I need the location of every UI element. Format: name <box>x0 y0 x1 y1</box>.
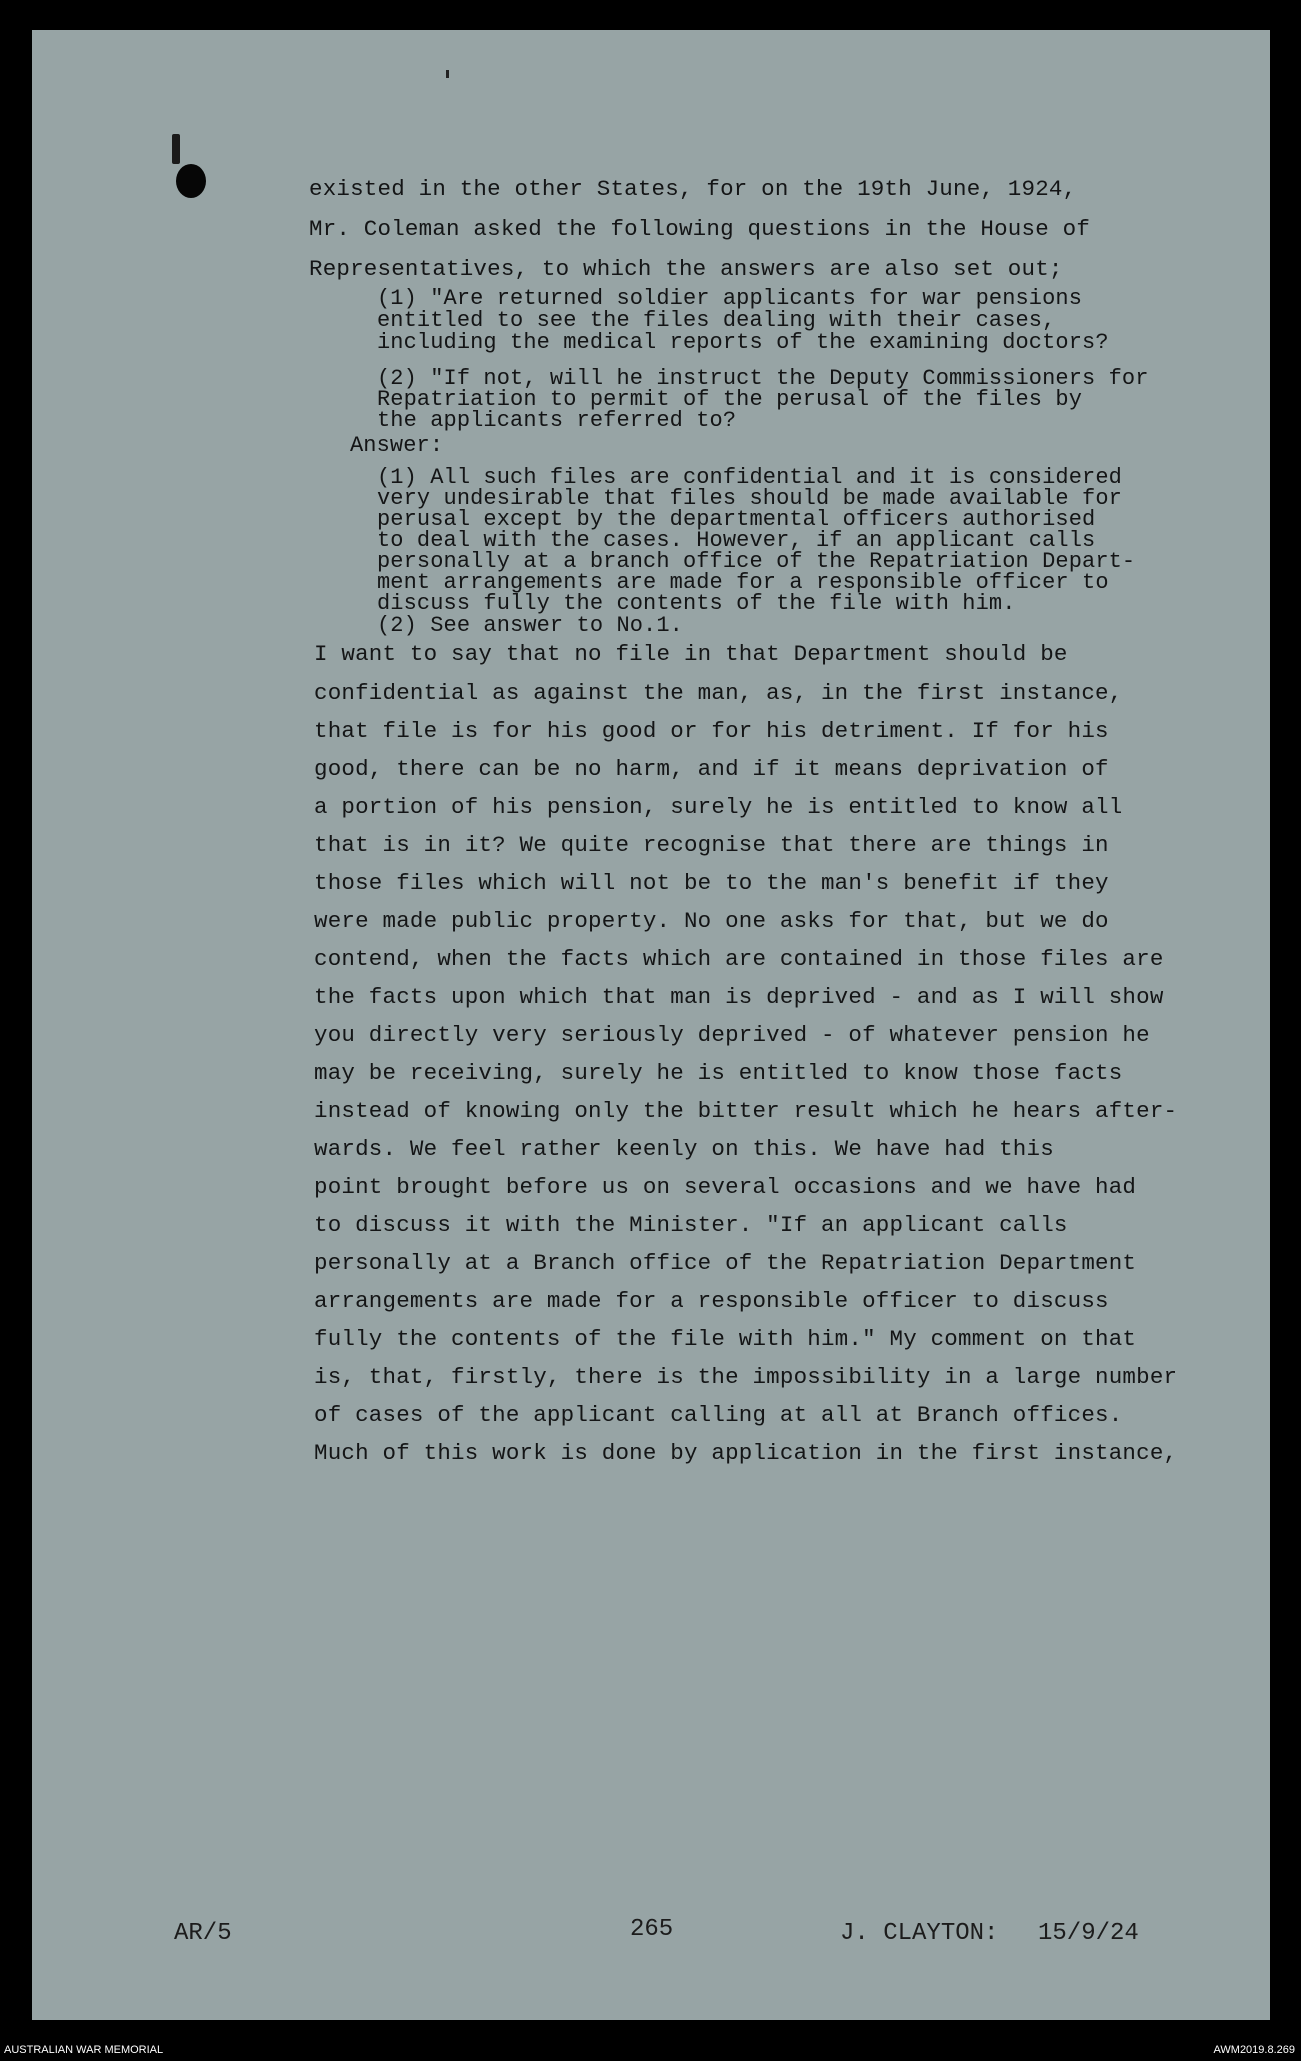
body-line: Much of this work is done by application in the first instance, <box>314 1440 1178 1466</box>
answer-line: personally at a branch office of the Repatriation Depart- <box>377 549 1136 574</box>
question-line: (1) "Are returned soldier applicants for war pensions <box>377 286 1083 311</box>
body-line: may be receiving, surely he is entitled to know those facts <box>314 1060 1123 1086</box>
page-number: 265 <box>630 1916 674 1943</box>
question-line: the applicants referred to? <box>377 408 737 433</box>
body-line: the facts upon which that man is deprived - and as I will show <box>314 984 1164 1010</box>
body-line: were made public property. No one asks for that, but we do <box>314 908 1109 934</box>
footer-reference: AR/5 <box>174 1920 232 1947</box>
footer-date: 15/9/24 <box>1038 1920 1139 1947</box>
binding-tab <box>172 134 180 164</box>
body-line: contend, when the facts which are contained in those files are <box>314 946 1164 972</box>
question-line: Repatriation to permit of the perusal of the files by <box>377 387 1083 412</box>
body-line: I want to say that no file in that Department should be <box>314 641 1068 667</box>
answer-line: perusal except by the departmental officers authorised <box>377 507 1096 532</box>
body-line: that is in it? We quite recognise that there are things in <box>314 832 1109 858</box>
body-line: Mr. Coleman asked the following questions in the House of <box>309 216 1091 242</box>
body-line: arrangements are made for a responsible officer to discuss <box>314 1288 1109 1314</box>
answer-line: ment arrangements are made for a responsible officer to <box>377 570 1109 595</box>
answer-heading: Answer: <box>350 433 444 458</box>
answer-line: (2) See answer to No.1. <box>377 613 683 638</box>
body-line: personally at a Branch office of the Repatriation Department <box>314 1250 1137 1276</box>
body-line: Representatives, to which the answers are also set out; <box>309 256 1063 282</box>
body-line: is, that, firstly, there is the impossibility in a large number <box>314 1364 1178 1390</box>
body-line: confidential as against the man, as, in the first instance, <box>314 680 1123 706</box>
document-page <box>32 30 1270 2020</box>
question-line: (2) "If not, will he instruct the Deputy Commissioners for <box>377 366 1149 391</box>
body-line: to discuss it with the Minister. "If an applicant calls <box>314 1212 1068 1238</box>
institution-label: AUSTRALIAN WAR MEMORIAL <box>4 2044 164 2056</box>
ink-mark <box>446 70 449 78</box>
body-line: instead of knowing only the bitter result which he hears after- <box>314 1098 1178 1124</box>
body-line: of cases of the applicant calling at all at Branch offices. <box>314 1402 1123 1428</box>
punch-hole <box>176 164 206 198</box>
question-line: including the medical reports of the examining doctors? <box>377 330 1109 355</box>
answer-line: discuss fully the contents of the file with him. <box>377 591 1016 616</box>
question-line: entitled to see the files dealing with their cases, <box>377 308 1056 333</box>
body-line: good, there can be no harm, and if it means deprivation of <box>314 756 1109 782</box>
body-line: wards. We feel rather keenly on this. We have had this <box>314 1136 1054 1162</box>
body-line: you directly very seriously deprived - of whatever pension he <box>314 1022 1150 1048</box>
body-line: a portion of his pension, surely he is entitled to know all <box>314 794 1123 820</box>
body-line: those files which will not be to the man's benefit if they <box>314 870 1109 896</box>
answer-line: to deal with the cases. However, if an applicant calls <box>377 528 1096 553</box>
answer-line: (1) All such files are confidential and it is considered <box>377 465 1122 490</box>
body-line: fully the contents of the file with him." My comment on that <box>314 1326 1137 1352</box>
body-line: point brought before us on several occasions and we have had <box>314 1174 1137 1200</box>
footer-reporter: J. CLAYTON: <box>840 1920 999 1947</box>
body-line: that file is for his good or for his detriment. If for his <box>314 718 1109 744</box>
body-line: existed in the other States, for on the 19th June, 1924, <box>309 176 1077 202</box>
item-id-label: AWM2019.8.269 <box>1213 2044 1295 2056</box>
answer-line: very undesirable that files should be made available for <box>377 486 1122 511</box>
